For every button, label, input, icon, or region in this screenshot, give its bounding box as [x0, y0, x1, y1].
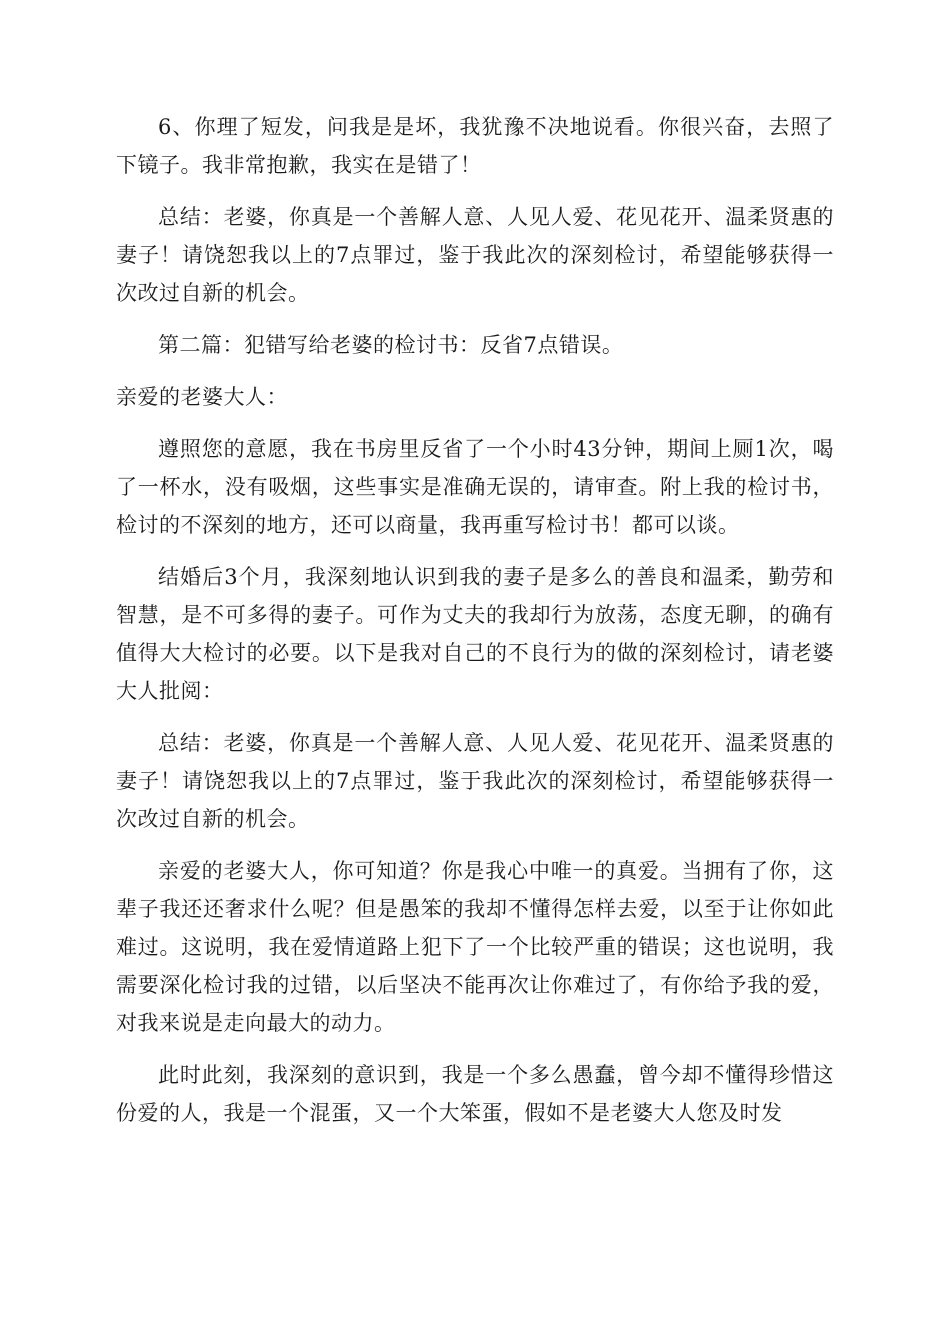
section-heading: 第二篇：犯错写给老婆的检讨书：反省7点错误。	[158, 333, 624, 357]
salutation: 亲爱的老婆大人：	[116, 385, 288, 409]
paragraph-7: 总结：老婆，你真是一个善解人意、人见人爱、花见花开、温柔贤惠的妻子！请饶恕我以上的7点罪过，鉴于我此次的深刻检讨，希望能够获得一次改过自新的机会。	[116, 731, 834, 831]
paragraph-1: 6、你理了短发，问我是是坏，我犹豫不决地说看。你很兴奋，去照了下镜子。我非常抱歉，我实在是错了！	[116, 115, 834, 177]
paragraph-2: 总结：老婆，你真是一个善解人意、人见人爱、花见花开、温柔贤惠的妻子！请饶恕我以上的7点罪过，鉴于我此次的深刻检讨，希望能够获得一次改过自新的机会。	[116, 205, 834, 305]
paragraph-5: 遵照您的意愿，我在书房里反省了一个小时43分钟，期间上厕1次，喝了一杯水，没有吸烟，这些事实是准确无误的，请审查。附上我的检讨书，检讨的不深刻的地方，还可以商量，我再重写检讨书！都可以谈。	[116, 437, 834, 537]
paragraph-8: 亲爱的老婆大人，你可知道？你是我心中唯一的真爱。当拥有了你，这辈子我还还奢求什么呢？但是愚笨的我却不懂得怎样去爱，以至于让你如此难过。这说明，我在爱情道路上犯下了一个比较严重的错误；这也说明，我需要深化检讨我的过错，以后坚决不能再次让你难过了，有你给予我的爱，对我来说是走向最大的动力。	[116, 859, 834, 1035]
paragraph-6: 结婚后3个月，我深刻地认识到我的妻子是多么的善良和温柔，勤劳和智慧，是不可多得的妻子。可作为丈夫的我却行为放荡，态度无聊，的确有值得大大检讨的必要。以下是我对自己的不良行为的做的深刻检讨，请老婆大人批阅：	[116, 565, 834, 703]
paragraph-9: 此时此刻，我深刻的意识到，我是一个多么愚蠢，曾今却不懂得珍惜这份爱的人，我是一个混蛋，又一个大笨蛋，假如不是老婆大人您及时发	[116, 1063, 834, 1125]
document-page	[116, 108, 834, 1146]
